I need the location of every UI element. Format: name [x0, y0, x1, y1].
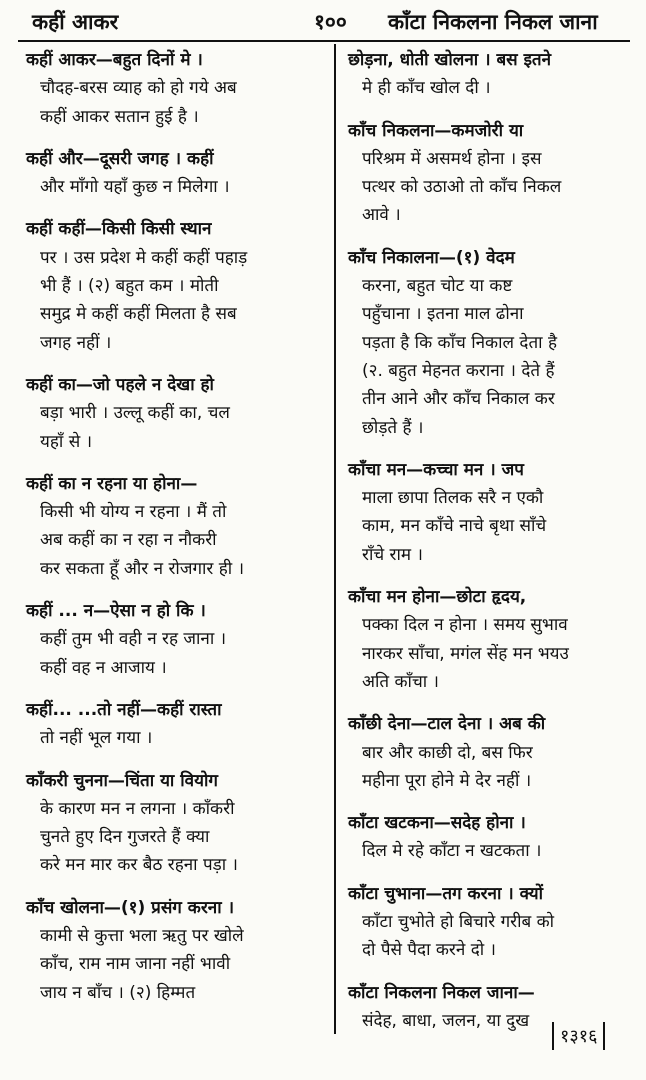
entry-line: मे ही काँच खोल दी ।	[362, 78, 491, 99]
entry-line: कहीं आकर सतान हुई है ।	[40, 106, 199, 127]
entry-line: काम, मन काँचे नाचे बृथा साँचे	[362, 516, 547, 537]
dictionary-entry	[348, 710, 632, 795]
entry-line: पहुँचाना । इतना माल ढोना	[362, 304, 524, 325]
entry-headline: काँकरी चुनना—चिंता या वियोग	[26, 770, 218, 791]
dictionary-entry	[26, 215, 326, 356]
entry-headline: कहीं का न रहना या होना—	[26, 473, 198, 494]
entry-headline: कहीं और—दूसरी जगह । कहीं	[26, 148, 214, 169]
entry-line: के कारण मन न लगना । काँकरी	[40, 798, 235, 819]
entry-line: माला छापा तिलक सरै न एकौ	[362, 488, 544, 509]
dictionary-entry	[26, 371, 326, 456]
entry-line: अब कहीं का न रहा न नौकरी	[40, 530, 217, 551]
entry-headline: काँटा निकलना निकल जाना—	[348, 982, 535, 1003]
entry-headline: कहीं... ...तो नहीं—कहीं रास्ता	[26, 699, 222, 720]
entry-headline: कहीं ... न—ऐसा न हो कि ।	[26, 601, 206, 622]
entry-line: करे मन मार कर बैठ रहना पड़ा ।	[40, 855, 238, 876]
entry-headline: काँच खोलना—(१) प्रसंग करना ।	[26, 897, 235, 918]
dictionary-entry	[26, 470, 326, 583]
entry-line: परिश्रम में असमर्थ होना । इस	[362, 148, 542, 169]
dictionary-entry	[26, 46, 326, 131]
entry-headline: काँचा मन होना—छोटा हृदय,	[348, 587, 527, 608]
entry-line: कामी से कुत्ता भला ऋतु पर खोले	[40, 926, 244, 947]
entry-headline: काँचा मन—कच्चा मन । जप	[348, 459, 524, 480]
entry-headline: कहीं आकर—बहुत दिनों मे ।	[26, 50, 203, 70]
header-rule	[18, 40, 630, 42]
dictionary-entry	[348, 880, 632, 965]
entry-line: और माँगो यहाँ कुछ न मिलेगा ।	[40, 177, 230, 198]
entry-line: पक्का दिल न होना । समय सुभाव	[362, 615, 568, 636]
dictionary-entry	[26, 145, 326, 202]
left-column	[26, 46, 326, 1021]
entry-line: जाय न बाँच । (२) हिम्मत	[40, 982, 196, 1003]
entry-line: संदेह, बाधा, जलन, या दुख	[362, 1010, 530, 1031]
entry-line: आवे ।	[362, 205, 401, 226]
entry-line: राँचे राम ।	[362, 544, 423, 565]
entry-line: काँटा चुभोते हो बिचारे गरीब को	[362, 912, 555, 933]
entry-line: दिल मे रहे काँटा न खटकता ।	[362, 841, 542, 862]
entry-line: (२. बहुत मेहनत कराना । देते हैं	[362, 360, 555, 381]
entry-line: किसी भी योग्य न रहना । मैं तो	[40, 502, 227, 523]
entry-line: समुद्र मे कहीं कहीं मिलता है सब	[40, 304, 237, 325]
entry-line: पत्थर को उठाओ तो काँच निकल	[362, 177, 562, 198]
entry-line: करना, बहुत चोट या कष्ट	[362, 276, 513, 297]
dictionary-entry	[26, 894, 326, 1007]
entry-line: तो नहीं भूल गया ।	[40, 728, 153, 749]
entry-line: भी हैं । (२) बहुत कम । मोती	[40, 276, 219, 297]
entry-line: जगह नहीं ।	[40, 332, 112, 353]
entry-line: कर सकता हूँ और न रोजगार ही ।	[40, 558, 245, 579]
entry-line: चौदह-बरस व्याह को हो गये अब	[40, 78, 237, 99]
column-divider	[334, 44, 336, 1034]
entry-line: कहीं तुम भी वही न रह जाना ।	[40, 629, 227, 650]
entry-line: पर । उस प्रदेश मे कहीं कहीं पहाड़	[40, 247, 248, 268]
entry-line: पड़ता है कि काँच निकाल देता है	[362, 332, 557, 353]
entry-line: दो पैसे पैदा करने दो ।	[362, 940, 496, 961]
page-number: १००	[314, 10, 347, 34]
entry-line: बड़ा भारी । उल्लू कहीं का, चल	[40, 403, 230, 424]
entry-line: महीना पूरा होने मे देर नहीं ।	[362, 770, 532, 791]
entry-line: बार और काछी दो, बस फिर	[362, 742, 533, 763]
entry-line: नारकर साँचा, मगंल सेंह मन भयउ	[362, 643, 569, 664]
entry-line: छोड़ते हैं ।	[362, 417, 424, 438]
entry-line: तीन आने और काँच निकाल कर	[362, 389, 555, 410]
plate-number: १३१६	[552, 1022, 605, 1050]
entry-line: यहाँ से ।	[40, 431, 93, 452]
dictionary-entry	[26, 767, 326, 880]
entry-headline: काँटा चुभाना—तग करना । क्यों	[348, 883, 543, 904]
entry-headline: काँटा खटकना—सदेह होना ।	[348, 813, 526, 834]
dictionary-entry	[348, 583, 632, 696]
dictionary-entry	[26, 696, 326, 753]
dictionary-entry	[348, 809, 632, 866]
entry-line: अति काँचा ।	[362, 671, 439, 692]
entry-line: चुनते हुए दिन गुजरते हैं क्या	[40, 827, 210, 848]
dictionary-entry	[348, 117, 632, 230]
right-column	[348, 46, 632, 1049]
dictionary-entry	[26, 597, 326, 682]
dictionary-entry	[348, 46, 632, 103]
entry-headline: काँच निकालना—(१) वेदम	[348, 247, 515, 268]
entry-headline: कहीं का—जो पहले न देखा हो	[26, 374, 214, 395]
entry-line: कहीं वह न आजाय ।	[40, 657, 167, 678]
entry-headline: छोड़ना, धोती खोलना । बस इतने	[348, 50, 552, 70]
entry-headline: काँच निकलना—कमजोरी या	[348, 120, 524, 141]
header-left-term: कहीं आकर	[32, 10, 119, 34]
running-header	[18, 6, 632, 40]
header-right-term: काँटा निकलना निकल जाना	[388, 10, 598, 34]
dictionary-entry	[348, 456, 632, 569]
dictionary-entry	[348, 244, 632, 442]
entry-headline: कहीं कहीं—किसी किसी स्थान	[26, 219, 212, 240]
entry-line: काँच, राम नाम जाना नहीं भावी	[40, 954, 231, 975]
entry-headline: काँछी देना—टाल देना । अब की	[348, 714, 546, 735]
